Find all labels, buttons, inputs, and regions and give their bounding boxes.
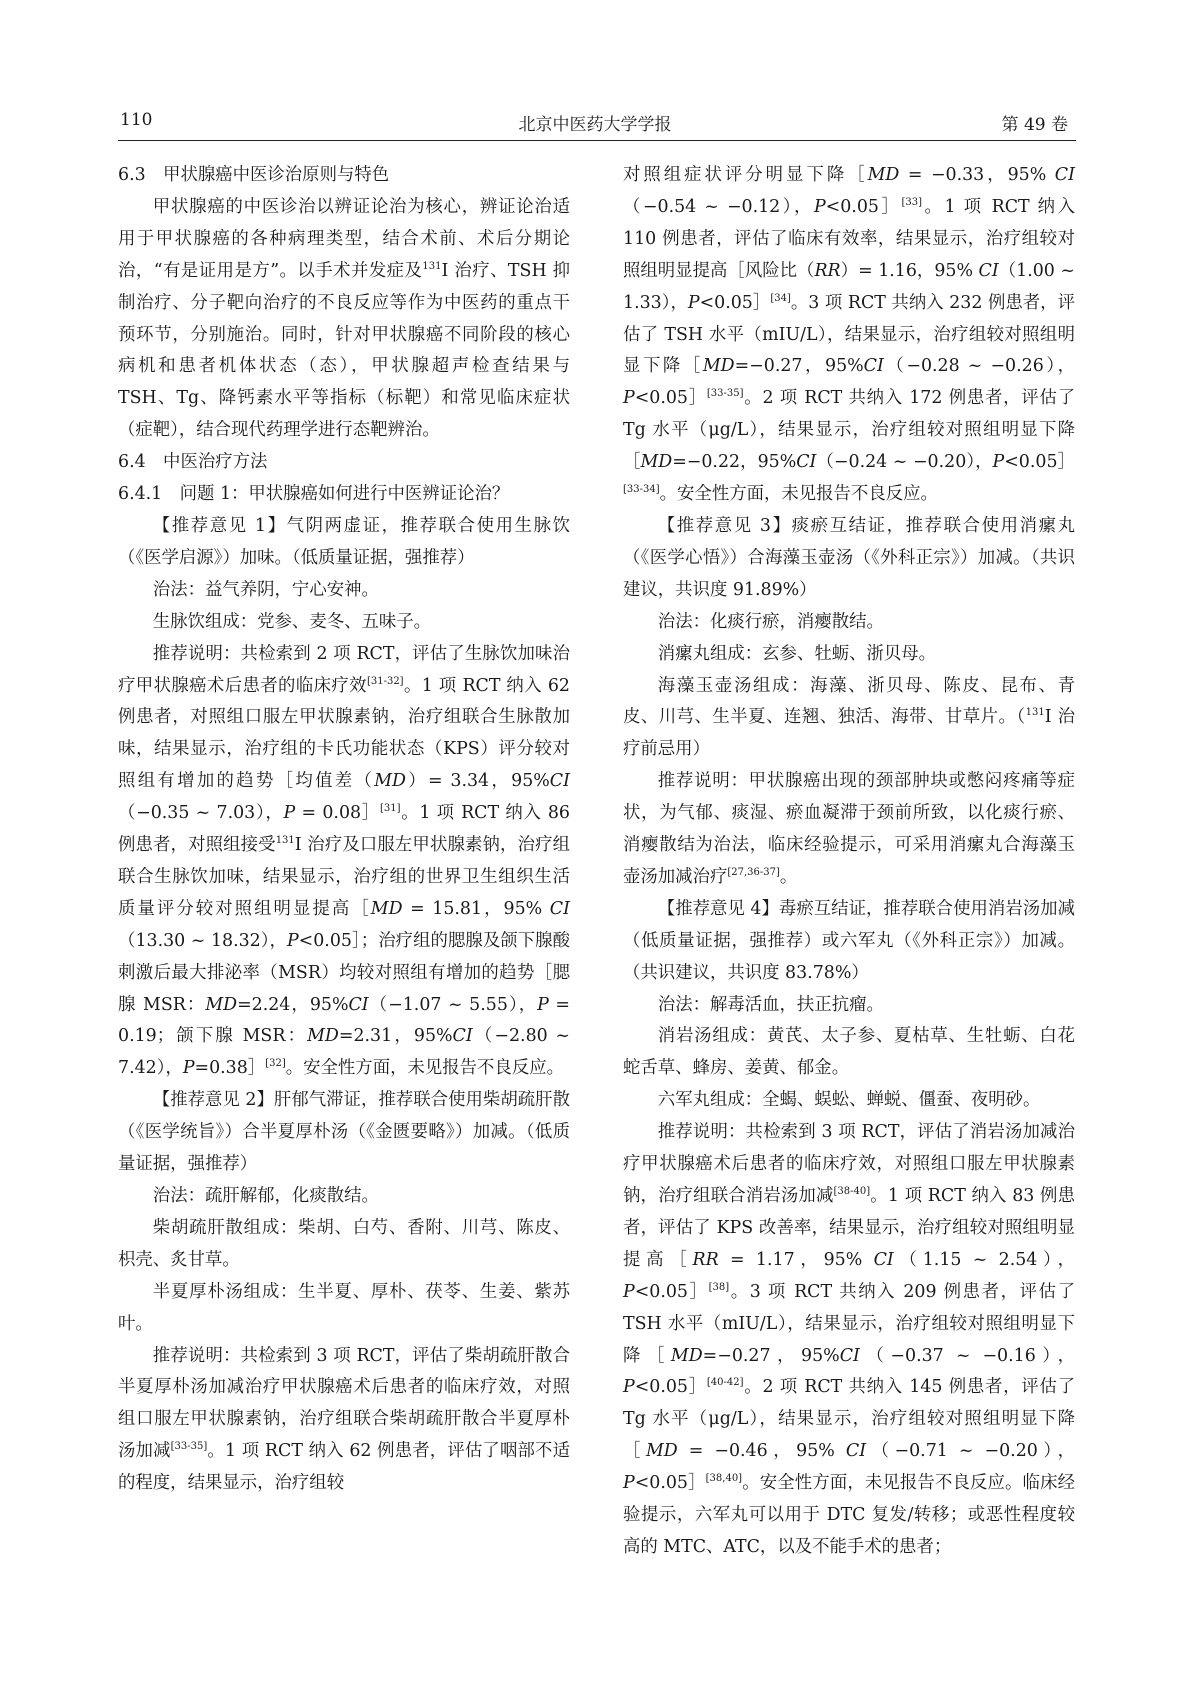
italic-symbol: CI <box>348 994 369 1015</box>
paragraph <box>118 1277 570 1341</box>
text-run: I 治疗前忌用） <box>623 707 1075 760</box>
text-run: 。3 项 RCT 共纳入 232 例患者，评估了 TSH 水平（mIU/L），结果显示，治疗组较对照组明显下降［ <box>623 292 1075 377</box>
citation-superscript: 131 <box>275 835 295 847</box>
citation-superscript: [27,36-37] <box>727 866 780 878</box>
text-run: = 15.81，95% <box>402 898 550 919</box>
text-run: 治法：化痰行瘀，消瘿散结。 <box>657 611 884 632</box>
citation-superscript: [32] <box>265 1058 286 1070</box>
text-run: 对照组症状评分明显下降［ <box>623 165 868 185</box>
italic-symbol: MD <box>370 898 403 919</box>
text-run: I 治疗及口服左甲状腺素钠，治疗组联合生脉饮加味，结果显示，治疗组的世界卫生组织生活质量评分较对照组明显提高［ <box>118 835 570 919</box>
right-column <box>623 160 1075 1564</box>
citation-superscript: [33-35] <box>706 388 744 400</box>
text-run: 【推荐意见 3】痰瘀互结证，推荐联合使用消瘰丸（《医学心悟》）合海藻玉壶汤（《外科正宗》）加减。（共识建议，共识度 91.89%） <box>623 515 1075 600</box>
text-run: =2.24，95% <box>237 994 349 1015</box>
text-run: 。3 项 RCT 共纳入 209 例患者，评估了 TSH 水平（mIU/L），结果显示，治疗组较对照组明显下降［ <box>623 1281 1076 1366</box>
italic-symbol: MD <box>867 165 900 185</box>
italic-symbol: RR <box>692 1249 719 1270</box>
left-column <box>118 160 570 1500</box>
paragraph <box>118 1085 570 1181</box>
paragraph <box>623 894 1075 990</box>
continued-paragraph <box>623 160 1075 511</box>
paragraph <box>623 511 1075 607</box>
text-run: <0.05］ <box>634 1377 707 1398</box>
text-run: 。1 项 RCT 纳入 86 例患者，对照组接受 <box>118 803 570 856</box>
text-run: <0.05］ <box>825 196 902 217</box>
text-run: 消瘰丸组成：玄参、牡蛎、浙贝母。 <box>657 643 937 664</box>
italic-symbol: CI <box>873 1249 894 1270</box>
text-run: 推荐说明：共检索到 2 项 RCT，评估了生脉饮加味治疗甲状腺癌术后患者的临床疗效 <box>118 643 570 696</box>
paragraph <box>118 1341 570 1501</box>
text-run: 治法：疏肝解郁，化痰散结。 <box>152 1186 379 1206</box>
paragraph <box>623 990 1075 1022</box>
text-run: （−0.71 ~ −0.20）， <box>866 1441 1075 1462</box>
text-run: 推荐说明：共检索到 3 项 RCT，评估了柴胡疏肝散合半夏厚朴汤加减治疗甲状腺癌术后患者的临床疗效，对照组口服左甲状腺素钠，治疗组联合柴胡疏肝散合半夏厚朴汤加减 <box>118 1345 570 1462</box>
text-run: 生脉饮组成：党参、麦冬、五味子。 <box>152 611 432 632</box>
italic-symbol: MD <box>670 1345 703 1366</box>
italic-symbol: P <box>283 803 296 824</box>
text-run: 。1 项 RCT 纳入 62 例患者，评估了咽部不适的程度，结果显示，治疗组较 <box>118 1441 570 1494</box>
text-run: （−0.28 ~ −0.26）， <box>883 356 1075 377</box>
paragraph <box>118 639 570 1086</box>
citation-superscript: [40-42] <box>706 1377 744 1389</box>
italic-symbol: P <box>992 452 1005 473</box>
italic-symbol: P <box>537 994 549 1015</box>
citation-superscript: [33-34] <box>623 484 660 496</box>
italic-symbol: P <box>687 292 700 313</box>
text-run: 。1 项 RCT 纳入 110 例患者，评估了临床有效率，结果显示，治疗组较对照组明显提高［风险比（ <box>623 196 1076 281</box>
text-run: （1.15 ~ 2.54）， <box>893 1249 1076 1270</box>
paragraph <box>623 766 1075 894</box>
citation-superscript: [38-40] <box>833 1186 871 1197</box>
text-run: 治法：解毒活血，扶正抗瘤。 <box>657 994 884 1015</box>
section-heading: 6.4 中医治疗方法 <box>118 452 268 473</box>
text-run: （−0.35 ~ 7.03）， <box>118 803 284 824</box>
text-run: 甲状腺癌的中医诊治以辨证论治为核心，辨证论治适用于甲状腺癌的各种病理类型，结合术前、术后分期论治，“有是证用是方”。以手术并发症及 <box>118 196 570 281</box>
text-run: = 0.08］ <box>295 803 380 824</box>
text-run: （−0.37 ~ −0.16）， <box>859 1345 1075 1366</box>
citation-superscript: [34] <box>770 292 791 304</box>
text-run: 。 <box>779 866 798 887</box>
text-run: = 0.19；颌下腺 MSR： <box>118 994 570 1047</box>
italic-symbol: MD <box>205 994 238 1015</box>
text-run: 【推荐意见 1】气阴两虚证，推荐联合使用生脉饮（《医学启源》）加味。（低质量证据，强推荐） <box>118 515 570 568</box>
text-run: 。1 项 RCT 纳入 62 例患者，对照组口服左甲状腺素钠，治疗组联合生脉散加味，结果显示，治疗组的卡氏功能状态（KPS）评分较对照组有增加的趋势［均值差（ <box>118 675 570 792</box>
paragraph <box>118 192 570 447</box>
text-run: 。安全性方面，未见报告不良反应。临床经验提示，六军丸可以用于 DTC 复发/转移；或恶性程度较高的 MTC、ATC，以及不能手术的患者； <box>623 1473 1075 1557</box>
italic-symbol: P <box>623 1281 635 1302</box>
volume-label: 第 49 卷 <box>1001 115 1068 135</box>
italic-symbol: CI <box>863 356 884 377</box>
text-run: =−0.27，95% <box>702 1345 840 1366</box>
italic-symbol: CI <box>845 1441 867 1462</box>
paragraph <box>623 1085 1075 1117</box>
paragraph <box>623 671 1075 767</box>
text-run: =2.31，95% <box>338 1026 453 1047</box>
italic-symbol: P <box>623 388 635 409</box>
paragraph <box>118 607 570 639</box>
citation-superscript: 131 <box>422 260 442 272</box>
text-run: =0.38］ <box>194 1058 266 1079</box>
text-run: <0.05］ <box>1004 452 1075 473</box>
italic-symbol: CI <box>796 452 817 473</box>
text-run: 六军丸组成：全蝎、蜈蚣、蝉蜕、僵蚕、夜明砂。 <box>657 1090 1041 1111</box>
paragraph <box>118 575 570 607</box>
text-run: （−2.80 ~ 7.42）， <box>118 1026 570 1079</box>
text-run: 【推荐意见 2】肝郁气滞证，推荐联合使用柴胡疏肝散（《医学统旨》）合半夏厚朴汤（《金匮要略》）加减。（低质量证据，强推荐） <box>118 1090 570 1175</box>
text-run: （13.30 ~ 18.32）， <box>118 930 287 951</box>
italic-symbol: MD <box>307 1026 339 1047</box>
italic-symbol: CI <box>839 1345 860 1366</box>
section-heading: 6.3 甲状腺癌中医诊治原则与特色 <box>118 165 390 185</box>
citation-superscript: [38,40] <box>705 1473 743 1485</box>
text-run: <0.05］ <box>634 1473 706 1494</box>
paragraph <box>623 1117 1075 1564</box>
italic-symbol: CI <box>978 260 999 281</box>
italic-symbol: RR <box>814 260 841 281</box>
page-number: 110 <box>120 110 153 130</box>
text-run: <0.05］；治疗组的腮腺及颌下腺酸刺激后最大排泌率（MSR）均较对照组有增加的趋势［腮腺 MSR： <box>118 930 570 1015</box>
text-run: （−1.07 ~ 5.55）， <box>368 994 538 1015</box>
text-run: = 1.17，95% <box>718 1249 874 1270</box>
header-rule <box>118 140 1076 141</box>
italic-symbol: MD <box>702 356 735 377</box>
text-run: 治法：益气养阴，宁心安神。 <box>152 579 379 600</box>
paragraph <box>118 511 570 575</box>
text-run: 。安全性方面，未见报告不良反应。 <box>285 1058 564 1079</box>
citation-superscript: [31-32] <box>366 675 404 687</box>
text-run: 推荐说明：甲状腺癌出现的颈部肿块或憋闷疼痛等症状，为气郁、痰湿、瘀血凝滞于颈前所致，以化痰行瘀、消瘿散结为治法，临床经验提示，可采用消瘰丸合海藻玉壶汤加减治疗 <box>623 771 1075 887</box>
text-run: 柴胡疏肝散组成：柴胡、白芍、香附、川芎、陈皮、枳壳、炙甘草。 <box>118 1217 570 1270</box>
italic-symbol: CI <box>1054 165 1075 185</box>
text-run: =−0.22，95% <box>672 452 797 473</box>
italic-symbol: CI <box>452 1026 473 1047</box>
text-run: 消岩汤组成：黄芪、太子参、夏枯草、生牡蛎、白花蛇舌草、蜂房、姜黄、郁金。 <box>623 1026 1075 1079</box>
italic-symbol: CI <box>549 898 570 919</box>
text-run: 半夏厚朴汤组成：生半夏、厚朴、茯苓、生姜、紫苏叶。 <box>118 1281 570 1334</box>
italic-symbol: P <box>286 930 299 951</box>
paragraph <box>623 607 1075 639</box>
italic-symbol: MD <box>374 771 406 792</box>
italic-symbol: MD <box>645 1441 678 1462</box>
citation-superscript: [33-35] <box>170 1441 208 1453</box>
paragraph <box>623 639 1075 671</box>
text-run: （−0.24 ~ −0.20）， <box>816 452 993 473</box>
text-run: I 治疗、TSH 抑制治疗、分子靶向治疗的不良反应等作为中医药的重点干预环节，分别施治。同时，针对甲状腺癌不同阶段的核心病机和患者机体状态（态），甲状腺超声检查结果与 TSH、Tg、降钙素水平等指标（标靶）和常见临床症状（症靶），结合现代药理学进行态靶辨治。 <box>118 260 570 441</box>
text-run: =−0.27，95% <box>734 356 864 377</box>
italic-symbol: P <box>623 1473 635 1494</box>
journal-title: 北京中医药大学学报 <box>518 115 672 135</box>
text-run: <0.05］ <box>634 1281 709 1302</box>
italic-symbol: P <box>623 1377 635 1398</box>
section-heading: 6.4.1 问题 1：甲状腺癌如何进行中医辨证论治？ <box>118 484 510 505</box>
italic-symbol: CI <box>549 771 570 792</box>
text-run: 【推荐意见 4】毒瘀互结证，推荐联合使用消岩汤加减（低质量证据，强推荐）或六军丸（《外科正宗》）加减。（共识建议，共识度 83.78%） <box>623 898 1075 983</box>
paragraph <box>623 1021 1075 1085</box>
italic-symbol: P <box>182 1058 195 1079</box>
text-run: 海藻玉壶汤组成：海藻、浙贝母、陈皮、昆布、青皮、川芎、生半夏、连翘、独活、海带、甘草片。（ <box>623 675 1075 728</box>
citation-superscript: [38] <box>708 1281 730 1293</box>
citation-superscript: [33] <box>901 196 922 208</box>
text-run: 。安全性方面，未见报告不良反应。 <box>659 484 938 505</box>
italic-symbol: MD <box>640 452 673 473</box>
text-run: <0.05］ <box>634 388 707 409</box>
italic-symbol: P <box>813 196 826 217</box>
text-run: ）= 3.34，95% <box>405 771 550 792</box>
citation-superscript: 131 <box>1025 707 1045 719</box>
text-run: 推荐说明：共检索到 3 项 RCT，评估了消岩汤加减治疗甲状腺癌术后患者的临床疗效，对照组口服左甲状腺素钠，治疗组联合消岩汤加减 <box>623 1122 1075 1206</box>
text-run: ）= 1.16，95% <box>840 260 979 281</box>
text-run: 。2 项 RCT 共纳入 172 例患者，评估了 Tg 水平（μg/L），结果显示，治疗组较对照组明显下降［ <box>623 388 1075 473</box>
text-run: （−0.54 ~ −0.12）， <box>623 196 814 217</box>
text-run: = −0.46，95% <box>677 1441 846 1462</box>
paragraph <box>118 1213 570 1277</box>
text-run: = −0.33，95% <box>899 165 1055 185</box>
text-run: 。1 项 RCT 纳入 83 例患者，评估了 KPS 改善率，结果显示，治疗组较对照组明显提高［ <box>623 1186 1075 1270</box>
paragraph <box>118 1181 570 1213</box>
text-run: 。2 项 RCT 共纳入 145 例患者，评估了 Tg 水平（μg/L），结果显示，治疗组较对照组明显下降［ <box>623 1377 1075 1462</box>
text-run: <0.05］ <box>699 292 771 313</box>
citation-superscript: [31] <box>379 803 401 815</box>
text-run: （1.00 ~ 1.33）， <box>623 260 1075 313</box>
